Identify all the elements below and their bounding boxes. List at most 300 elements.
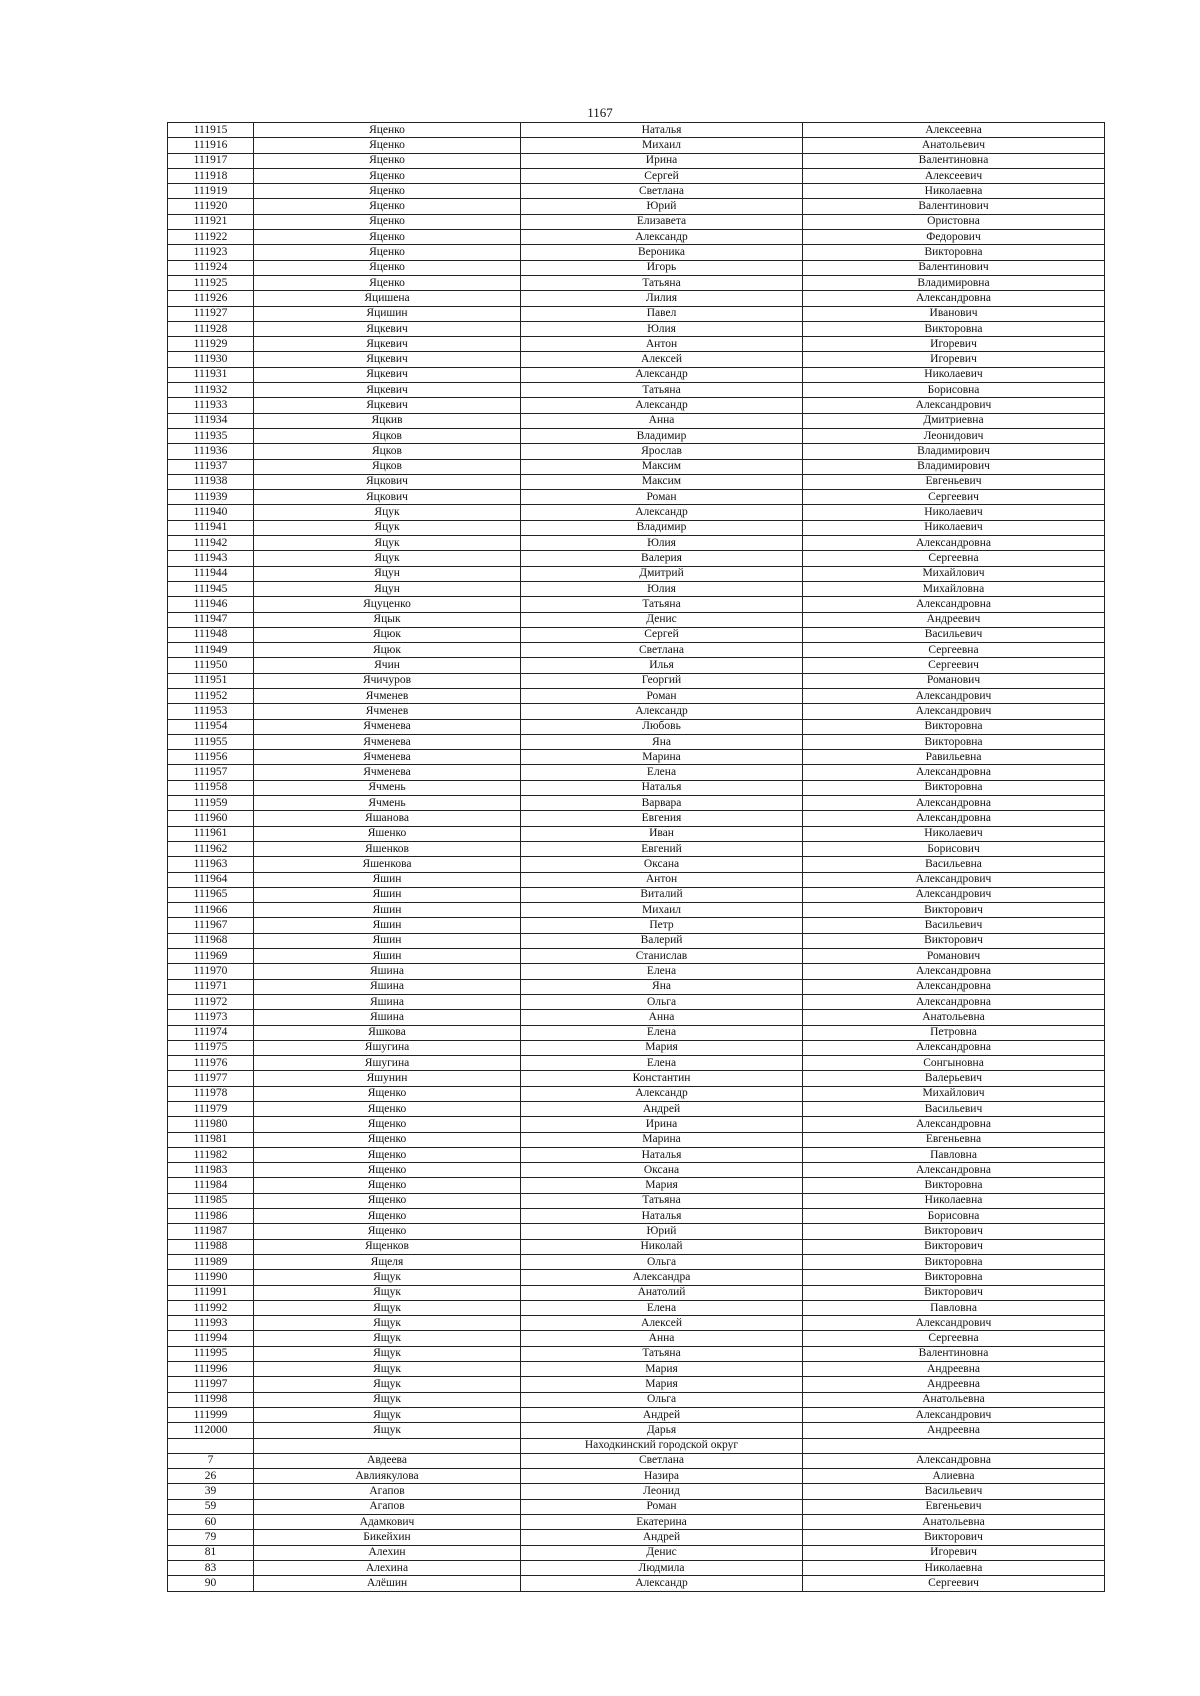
row-number-cell: 111980 (168, 1117, 254, 1132)
last-name-cell: Ященко (254, 1086, 521, 1101)
first-name-cell: Юлия (521, 581, 803, 596)
row-number-cell: 79 (168, 1530, 254, 1545)
last-name-cell: Алёшин (254, 1576, 521, 1591)
first-name-cell: Мария (521, 1377, 803, 1392)
patronymic-cell: Александровна (803, 796, 1105, 811)
patronymic-cell: Викторовна (803, 780, 1105, 795)
table-row (168, 352, 1105, 367)
last-name-cell: Яшенкова (254, 857, 521, 872)
first-name-cell: Сергей (521, 627, 803, 642)
table-row (168, 1086, 1105, 1101)
first-name-cell: Роман (521, 688, 803, 703)
table-row (168, 887, 1105, 902)
first-name-cell: Александр (521, 1576, 803, 1591)
last-name-cell: Яцук (254, 551, 521, 566)
last-name-cell: Алехина (254, 1560, 521, 1575)
row-number-cell: 111924 (168, 260, 254, 275)
last-name-cell: Яцков (254, 444, 521, 459)
last-name-cell: Яцук (254, 520, 521, 535)
row-number-cell: 111967 (168, 918, 254, 933)
first-name-cell: Светлана (521, 643, 803, 658)
first-name-cell: Елена (521, 964, 803, 979)
registry-rows-district (168, 1453, 1105, 1591)
table-row (168, 581, 1105, 596)
table-row (168, 1316, 1105, 1331)
patronymic-cell: Валентинович (803, 199, 1105, 214)
table-row (168, 214, 1105, 229)
row-number-cell: 111999 (168, 1407, 254, 1422)
last-name-cell: Яценко (254, 168, 521, 183)
row-number-cell: 111946 (168, 597, 254, 612)
table-row (168, 490, 1105, 505)
last-name-cell: Авлиякулова (254, 1469, 521, 1484)
last-name-cell: Яцюк (254, 643, 521, 658)
row-number-cell: 111998 (168, 1392, 254, 1407)
row-number-cell: 111922 (168, 230, 254, 245)
patronymic-cell: Александрович (803, 1407, 1105, 1422)
table-row (168, 199, 1105, 214)
section-spacer-cell (803, 1438, 1105, 1453)
first-name-cell: Валерий (521, 933, 803, 948)
last-name-cell: Яцкив (254, 413, 521, 428)
first-name-cell: Михаил (521, 903, 803, 918)
table-row (168, 1300, 1105, 1315)
last-name-cell: Ящук (254, 1362, 521, 1377)
last-name-cell: Ящеля (254, 1254, 521, 1269)
patronymic-cell: Андреевна (803, 1423, 1105, 1438)
first-name-cell: Светлана (521, 1453, 803, 1468)
first-name-cell: Оксана (521, 857, 803, 872)
last-name-cell: Яцуценко (254, 597, 521, 612)
last-name-cell: Ященко (254, 1209, 521, 1224)
first-name-cell: Роман (521, 1499, 803, 1514)
patronymic-cell: Павловна (803, 1300, 1105, 1315)
row-number-cell: 111963 (168, 857, 254, 872)
patronymic-cell: Романович (803, 949, 1105, 964)
patronymic-cell: Александровна (803, 597, 1105, 612)
table-row (168, 719, 1105, 734)
patronymic-cell: Николаевич (803, 367, 1105, 382)
last-name-cell: Ячменева (254, 765, 521, 780)
row-number-cell: 111989 (168, 1254, 254, 1269)
patronymic-cell: Васильевич (803, 918, 1105, 933)
first-name-cell: Ольга (521, 1392, 803, 1407)
table-row (168, 1117, 1105, 1132)
first-name-cell: Назира (521, 1469, 803, 1484)
table-row (168, 1224, 1105, 1239)
patronymic-cell: Игоревич (803, 1545, 1105, 1560)
last-name-cell: Яшина (254, 964, 521, 979)
last-name-cell: Ячмень (254, 780, 521, 795)
registry-table (167, 122, 1105, 1592)
table-row (168, 673, 1105, 688)
last-name-cell: Яцкевич (254, 367, 521, 382)
table-row (168, 123, 1105, 138)
row-number-cell: 111958 (168, 780, 254, 795)
last-name-cell: Ящук (254, 1407, 521, 1422)
patronymic-cell: Николаевна (803, 1560, 1105, 1575)
first-name-cell: Татьяна (521, 1193, 803, 1208)
table-row (168, 780, 1105, 795)
patronymic-cell: Михайлович (803, 566, 1105, 581)
table-row (168, 367, 1105, 382)
first-name-cell: Дарья (521, 1423, 803, 1438)
patronymic-cell: Александрович (803, 872, 1105, 887)
last-name-cell: Ячменева (254, 719, 521, 734)
table-row (168, 612, 1105, 627)
patronymic-cell: Викторович (803, 1224, 1105, 1239)
row-number-cell: 111920 (168, 199, 254, 214)
table-row (168, 1163, 1105, 1178)
row-number-cell: 111925 (168, 275, 254, 290)
last-name-cell: Ященко (254, 1224, 521, 1239)
row-number-cell: 111972 (168, 994, 254, 1009)
first-name-cell: Ольга (521, 994, 803, 1009)
row-number-cell: 111951 (168, 673, 254, 688)
table-row (168, 1362, 1105, 1377)
last-name-cell: Ячин (254, 658, 521, 673)
last-name-cell: Яшин (254, 933, 521, 948)
last-name-cell: Яценко (254, 275, 521, 290)
table-row (168, 765, 1105, 780)
first-name-cell: Яна (521, 734, 803, 749)
row-number-cell: 111982 (168, 1147, 254, 1162)
table-row (168, 1056, 1105, 1071)
table-row (168, 168, 1105, 183)
row-number-cell: 111930 (168, 352, 254, 367)
last-name-cell: Яшин (254, 872, 521, 887)
patronymic-cell: Дмитриевна (803, 413, 1105, 428)
row-number-cell: 111918 (168, 168, 254, 183)
row-number-cell: 111985 (168, 1193, 254, 1208)
table-row (168, 1010, 1105, 1025)
last-name-cell: Яцун (254, 566, 521, 581)
last-name-cell: Ящук (254, 1346, 521, 1361)
first-name-cell: Алексей (521, 1316, 803, 1331)
patronymic-cell: Андреевич (803, 612, 1105, 627)
first-name-cell: Елена (521, 1056, 803, 1071)
first-name-cell: Татьяна (521, 275, 803, 290)
first-name-cell: Елизавета (521, 214, 803, 229)
last-name-cell: Яшин (254, 949, 521, 964)
first-name-cell: Роман (521, 490, 803, 505)
last-name-cell: Яшин (254, 903, 521, 918)
first-name-cell: Вероника (521, 245, 803, 260)
row-number-cell: 111991 (168, 1285, 254, 1300)
patronymic-cell: Владимировна (803, 275, 1105, 290)
last-name-cell: Яшина (254, 1010, 521, 1025)
table-row (168, 1040, 1105, 1055)
last-name-cell: Ященко (254, 1163, 521, 1178)
section-spacer-cell (168, 1438, 254, 1453)
row-number-cell: 111977 (168, 1071, 254, 1086)
first-name-cell: Анна (521, 413, 803, 428)
patronymic-cell: Борисовна (803, 1209, 1105, 1224)
last-name-cell: Бикейхин (254, 1530, 521, 1545)
first-name-cell: Александр (521, 398, 803, 413)
first-name-cell: Александр (521, 230, 803, 245)
last-name-cell: Яценко (254, 230, 521, 245)
patronymic-cell: Равильевна (803, 750, 1105, 765)
table-row (168, 505, 1105, 520)
patronymic-cell: Викторовна (803, 734, 1105, 749)
last-name-cell: Ящук (254, 1300, 521, 1315)
first-name-cell: Татьяна (521, 1346, 803, 1361)
patronymic-cell: Васильевна (803, 857, 1105, 872)
first-name-cell: Денис (521, 612, 803, 627)
patronymic-cell: Викторовна (803, 719, 1105, 734)
row-number-cell: 111962 (168, 841, 254, 856)
patronymic-cell: Михайлович (803, 1086, 1105, 1101)
first-name-cell: Мария (521, 1040, 803, 1055)
row-number-cell: 111941 (168, 520, 254, 535)
row-number-cell: 111944 (168, 566, 254, 581)
patronymic-cell: Николаевич (803, 520, 1105, 535)
patronymic-cell: Владимирович (803, 444, 1105, 459)
row-number-cell: 111940 (168, 505, 254, 520)
last-name-cell: Ящук (254, 1392, 521, 1407)
last-name-cell: Яцкович (254, 490, 521, 505)
table-row (168, 1193, 1105, 1208)
patronymic-cell: Анатольевна (803, 1392, 1105, 1407)
patronymic-cell: Валентиновна (803, 1346, 1105, 1361)
patronymic-cell: Сергеевна (803, 551, 1105, 566)
patronymic-cell: Игоревич (803, 352, 1105, 367)
patronymic-cell: Ористовна (803, 214, 1105, 229)
first-name-cell: Антон (521, 872, 803, 887)
row-number-cell: 111936 (168, 444, 254, 459)
table-row (168, 444, 1105, 459)
last-name-cell: Яцык (254, 612, 521, 627)
last-name-cell: Ящук (254, 1270, 521, 1285)
last-name-cell: Агапов (254, 1484, 521, 1499)
patronymic-cell: Александрович (803, 1316, 1105, 1331)
last-name-cell: Яцкевич (254, 383, 521, 398)
first-name-cell: Александр (521, 704, 803, 719)
patronymic-cell: Сергеевна (803, 643, 1105, 658)
table-row (168, 658, 1105, 673)
row-number-cell: 111971 (168, 979, 254, 994)
last-name-cell: Яценко (254, 184, 521, 199)
first-name-cell: Станислав (521, 949, 803, 964)
patronymic-cell: Анатольевна (803, 1010, 1105, 1025)
patronymic-cell: Александровна (803, 291, 1105, 306)
table-row (168, 551, 1105, 566)
patronymic-cell: Сергеевич (803, 490, 1105, 505)
table-row (168, 1499, 1105, 1514)
row-number-cell: 111943 (168, 551, 254, 566)
first-name-cell: Юлия (521, 321, 803, 336)
table-row (168, 413, 1105, 428)
patronymic-cell: Александровна (803, 979, 1105, 994)
patronymic-cell: Викторович (803, 903, 1105, 918)
table-row (168, 643, 1105, 658)
row-number-cell: 111969 (168, 949, 254, 964)
section-spacer-cell (254, 1438, 521, 1453)
patronymic-cell: Викторович (803, 1530, 1105, 1545)
first-name-cell: Екатерина (521, 1515, 803, 1530)
patronymic-cell: Евгеньевич (803, 474, 1105, 489)
patronymic-cell: Александрович (803, 688, 1105, 703)
row-number-cell: 111954 (168, 719, 254, 734)
first-name-cell: Валерия (521, 551, 803, 566)
row-number-cell: 111932 (168, 383, 254, 398)
table-row (168, 1407, 1105, 1422)
patronymic-cell: Михайловна (803, 581, 1105, 596)
row-number-cell: 111928 (168, 321, 254, 336)
patronymic-cell: Алексеевна (803, 123, 1105, 138)
row-number-cell: 111986 (168, 1209, 254, 1224)
patronymic-cell: Васильевич (803, 627, 1105, 642)
first-name-cell: Наталья (521, 123, 803, 138)
row-number-cell: 111992 (168, 1300, 254, 1315)
first-name-cell: Елена (521, 765, 803, 780)
first-name-cell: Антон (521, 337, 803, 352)
first-name-cell: Алексей (521, 352, 803, 367)
last-name-cell: Ященко (254, 1102, 521, 1117)
patronymic-cell: Александровна (803, 536, 1105, 551)
patronymic-cell: Иванович (803, 306, 1105, 321)
first-name-cell: Светлана (521, 184, 803, 199)
first-name-cell: Юрий (521, 1224, 803, 1239)
patronymic-cell: Александровна (803, 1117, 1105, 1132)
table-row (168, 857, 1105, 872)
patronymic-cell: Викторовна (803, 1178, 1105, 1193)
patronymic-cell: Николаевич (803, 505, 1105, 520)
table-row (168, 933, 1105, 948)
first-name-cell: Евгения (521, 811, 803, 826)
row-number-cell: 90 (168, 1576, 254, 1591)
row-number-cell: 111921 (168, 214, 254, 229)
last-name-cell: Алехин (254, 1545, 521, 1560)
row-number-cell: 111979 (168, 1102, 254, 1117)
table-row (168, 979, 1105, 994)
first-name-cell: Ярослав (521, 444, 803, 459)
last-name-cell: Яценко (254, 138, 521, 153)
table-row (168, 1545, 1105, 1560)
row-number-cell: 81 (168, 1545, 254, 1560)
first-name-cell: Анатолий (521, 1285, 803, 1300)
row-number-cell: 111937 (168, 459, 254, 474)
table-row (168, 688, 1105, 703)
last-name-cell: Яцун (254, 581, 521, 596)
registry-rows-main (168, 123, 1105, 1439)
first-name-cell: Александра (521, 1270, 803, 1285)
row-number-cell: 111939 (168, 490, 254, 505)
last-name-cell: Ящук (254, 1316, 521, 1331)
row-number-cell: 111955 (168, 734, 254, 749)
row-number-cell: 111978 (168, 1086, 254, 1101)
row-number-cell: 111975 (168, 1040, 254, 1055)
patronymic-cell: Борисовна (803, 383, 1105, 398)
patronymic-cell: Валерьевич (803, 1071, 1105, 1086)
table-row (168, 964, 1105, 979)
patronymic-cell: Евгеньевич (803, 1499, 1105, 1514)
first-name-cell: Александр (521, 367, 803, 382)
first-name-cell: Максим (521, 474, 803, 489)
row-number-cell: 111950 (168, 658, 254, 673)
table-row (168, 230, 1105, 245)
table-row (168, 153, 1105, 168)
patronymic-cell: Анатольевич (803, 138, 1105, 153)
table-row (168, 1025, 1105, 1040)
table-row (168, 627, 1105, 642)
patronymic-cell: Леонидович (803, 428, 1105, 443)
last-name-cell: Яцюк (254, 627, 521, 642)
last-name-cell: Яценко (254, 260, 521, 275)
first-name-cell: Владимир (521, 520, 803, 535)
first-name-cell: Юлия (521, 536, 803, 551)
last-name-cell: Авдеева (254, 1453, 521, 1468)
last-name-cell: Ячменев (254, 688, 521, 703)
row-number-cell: 111926 (168, 291, 254, 306)
row-number-cell: 111983 (168, 1163, 254, 1178)
row-number-cell: 111952 (168, 688, 254, 703)
first-name-cell: Оксана (521, 1163, 803, 1178)
table-row (168, 459, 1105, 474)
row-number-cell: 111984 (168, 1178, 254, 1193)
last-name-cell: Ященко (254, 1147, 521, 1162)
row-number-cell: 39 (168, 1484, 254, 1499)
row-number-cell: 111929 (168, 337, 254, 352)
row-number-cell: 111933 (168, 398, 254, 413)
patronymic-cell: Алиевна (803, 1469, 1105, 1484)
last-name-cell: Яшугина (254, 1040, 521, 1055)
row-number-cell: 111987 (168, 1224, 254, 1239)
last-name-cell: Яшина (254, 994, 521, 1009)
row-number-cell: 111953 (168, 704, 254, 719)
first-name-cell: Андрей (521, 1102, 803, 1117)
patronymic-cell: Андреевна (803, 1377, 1105, 1392)
first-name-cell: Петр (521, 918, 803, 933)
last-name-cell: Ячичуров (254, 673, 521, 688)
first-name-cell: Дмитрий (521, 566, 803, 581)
first-name-cell: Ольга (521, 1254, 803, 1269)
table-row (168, 1576, 1105, 1591)
patronymic-cell: Викторович (803, 1239, 1105, 1254)
section-header-row (168, 1438, 1105, 1453)
last-name-cell: Яшунин (254, 1071, 521, 1086)
table-row (168, 1515, 1105, 1530)
patronymic-cell: Александрович (803, 887, 1105, 902)
last-name-cell: Ященков (254, 1239, 521, 1254)
row-number-cell: 111996 (168, 1362, 254, 1377)
last-name-cell: Адамкович (254, 1515, 521, 1530)
last-name-cell: Яцук (254, 505, 521, 520)
table-row (168, 1071, 1105, 1086)
table-row (168, 337, 1105, 352)
patronymic-cell: Анатольевна (803, 1515, 1105, 1530)
last-name-cell: Яшугина (254, 1056, 521, 1071)
table-row (168, 1178, 1105, 1193)
first-name-cell: Михаил (521, 138, 803, 153)
table-row (168, 260, 1105, 275)
table-row (168, 321, 1105, 336)
row-number-cell: 111997 (168, 1377, 254, 1392)
patronymic-cell: Викторович (803, 1285, 1105, 1300)
table-row (168, 841, 1105, 856)
patronymic-cell: Евгеньевна (803, 1132, 1105, 1147)
patronymic-cell: Александрович (803, 398, 1105, 413)
table-row (168, 1132, 1105, 1147)
patronymic-cell: Александровна (803, 994, 1105, 1009)
first-name-cell: Владимир (521, 428, 803, 443)
patronymic-cell: Валентиновна (803, 153, 1105, 168)
last-name-cell: Яценко (254, 123, 521, 138)
row-number-cell: 83 (168, 1560, 254, 1575)
table-row (168, 750, 1105, 765)
patronymic-cell: Сергеевич (803, 658, 1105, 673)
